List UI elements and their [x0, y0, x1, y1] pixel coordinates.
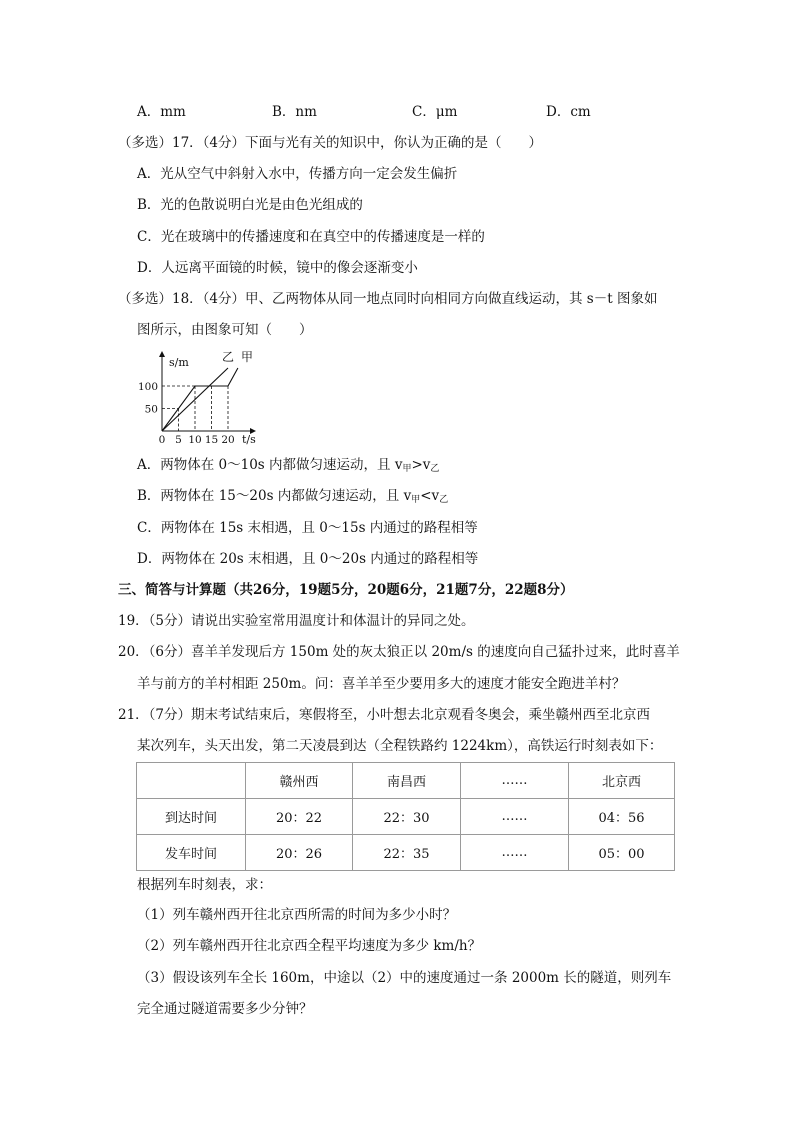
q21-sub2: （2）列车赣州西开往北京西全程平均速度为多少 km/h？ [137, 938, 482, 954]
table-header-cell: 赣州西 [246, 763, 353, 799]
st-graph [130, 344, 270, 449]
x-axis-label: t/s [242, 433, 256, 446]
q18-stem-line1: （多选）18．（4分）甲、乙两物体从同一地点同时向相同方向做直线运动，其 s－t 图象如 [118, 291, 658, 307]
table-cell: 20：26 [246, 835, 353, 871]
q21-line1: 21．（7分）期末考试结束后，寒假将至，小叶想去北京观看冬奥会，乘坐赣州西至北京西 [118, 707, 651, 723]
table-header-cell: 北京西 [569, 763, 675, 799]
q21-sub3-line1: （3）假设该列车全长 160m，中途以（2）中的速度通过一条 2000m 长的隧道，则列车 [137, 970, 672, 986]
q21-sub1: （1）列车赣州西开往北京西所需的时间为多少小时？ [137, 907, 457, 923]
q19-text: 19．（5分）请说出实验室常用温度计和体温计的异同之处。 [118, 613, 475, 629]
table-header-cell: 南昌西 [353, 763, 461, 799]
q18-option-b: B．两物体在 15～20s 内都做匀速运动，且 $v_甲<v_乙$ [137, 488, 449, 505]
table-header-cell: …… [461, 763, 569, 799]
q17-option-c: C．光在玻璃中的传播速度和在真空中的传播速度是一样的 [137, 229, 485, 245]
q21-line2: 某次列车，头天出发，第二天凌晨到达（全程铁路约 1224km），高铁运行时刻表如下： [137, 738, 663, 754]
q18-option-c: C．两物体在 15s 末相遇，且 0～15s 内通过的路程相等 [137, 520, 478, 536]
table-row [137, 835, 675, 871]
x-tick-label: 10 [188, 434, 202, 446]
table-cell: 22：30 [353, 799, 461, 835]
timetable [136, 762, 675, 871]
q21-sub3-line2: 完全通过隧道需要多少分钟？ [137, 1001, 313, 1017]
y-tick-label: 50 [144, 403, 158, 416]
q16-option-a: A．mm [137, 104, 186, 120]
q18-stem-line2: 图所示，由图象可知（ ） [137, 322, 313, 338]
q20-line1: 20．（6分）喜羊羊发现后方 150m 处的灰太狼正以 20m/s 的速度向自己猛扑过来，此时喜羊 [118, 644, 680, 660]
q17-stem: （多选）17．（4分）下面与光有关的知识中，你认为正确的是（ ） [118, 135, 543, 151]
table-row-label: 到达时间 [137, 799, 246, 835]
table-row [137, 799, 675, 835]
q17-option-b: B．光的色散说明白光是由色光组成的 [137, 197, 363, 213]
q17-option-d: D．人远离平面镜的时候，镜中的像会逐渐变小 [137, 260, 418, 276]
table-header-cell [137, 763, 246, 799]
table-cell: …… [461, 835, 569, 871]
series-label-jia: 甲 [241, 350, 254, 364]
table-header-row [137, 763, 675, 799]
q18-option-d: D．两物体在 20s 末相遇，且 0～20s 内通过的路程相等 [137, 551, 479, 567]
section3-heading: 三、简答与计算题（共26分，19题5分，20题6分，21题7分，22题8分） [118, 582, 574, 598]
q16-option-d: D．cm [546, 104, 591, 120]
q21-intro: 根据列车时刻表，求： [137, 877, 272, 893]
x-tick-label: 15 [204, 434, 219, 446]
x-tick-label: 5 [175, 434, 182, 446]
series-line-0 [162, 368, 238, 431]
table-cell: 20：22 [246, 799, 353, 835]
y-axis-label: s/m [169, 356, 189, 369]
q16-option-c: C．μm [412, 104, 458, 120]
table-row-label: 发车时间 [137, 835, 246, 871]
table-cell: 04：56 [569, 799, 675, 835]
y-tick-label: 100 [137, 381, 158, 393]
q17-option-a: A．光从空气中斜射入水中，传播方向一定会发生偏折 [137, 166, 458, 182]
q20-line2: 羊与前方的羊村相距 250m。问：喜羊羊至少要用多大的速度才能安全跑进羊村？ [137, 676, 626, 692]
q16-option-b: B．nm [272, 104, 317, 120]
x-tick-label: 20 [221, 434, 235, 446]
table-cell: 22：35 [353, 835, 461, 871]
q18-option-a: A．两物体在 0～10s 内都做匀速运动，且 $v_甲>v_乙$ [137, 457, 440, 474]
table-cell: …… [461, 799, 569, 835]
series-label-yi: 乙 [222, 350, 235, 364]
x-tick-label: 0 [158, 434, 166, 446]
table-cell: 05：00 [569, 835, 675, 871]
